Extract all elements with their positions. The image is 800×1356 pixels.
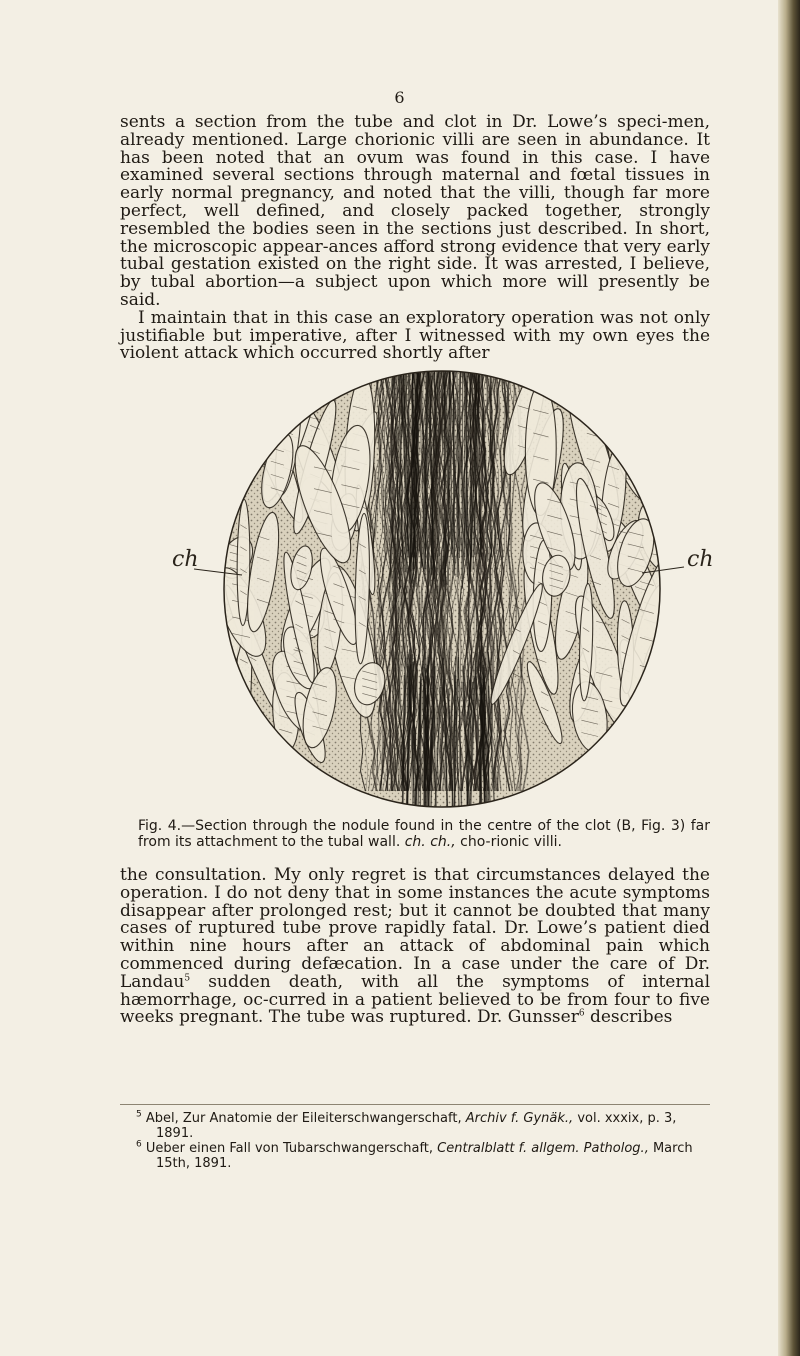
- caption-lead: Fig. 4.—Section through the nodule found in the centre of the clot (B, Fig. 3) far from its attachment to the tubal wall.: [138, 818, 710, 850]
- body-text-lower: [120, 867, 710, 1027]
- caption-text: [120, 819, 710, 850]
- figure-label-left: ch: [172, 547, 199, 572]
- footnote-divider: [120, 1104, 710, 1105]
- body-text-upper: [120, 114, 710, 363]
- footnote: [120, 1111, 710, 1141]
- footnote-text: Abel, Zur Anatomie der Eileiterschwangerschaft,: [145, 1111, 462, 1126]
- footnote-mark: 5: [136, 1109, 142, 1120]
- figure-caption: [120, 819, 710, 850]
- footnote-journal: Centralblatt f. allgem. Patholog.,: [437, 1141, 649, 1156]
- section-engraving: [172, 369, 712, 809]
- paragraph: [120, 867, 710, 1027]
- figure-label-right: ch: [687, 547, 714, 572]
- paragraph-part: the consultation. My only regret is that circumstances delayed the operation. I do not deny that in some instances the acute symptoms disappear after prolonged rest; but it cannot be doubted that many cases of ruptured tube prove rapidly fatal. Dr. Lowe’s patient died within nine hours after an attack of abdominal pain which commenced during defæcation. In a case under the care of Dr. Landau: [120, 865, 710, 992]
- footnote-mark: 6: [136, 1139, 142, 1150]
- book-spine-shadow: [778, 0, 800, 1356]
- caption-abbreviation: ch. ch.,: [404, 833, 456, 850]
- footnote-ref: 5: [184, 973, 191, 984]
- footnote-text: Ueber einen Fall von Tubarschwangerschaft,: [145, 1141, 434, 1156]
- microscopic-section-figure: [172, 369, 712, 809]
- footnote-journal: Archiv f. Gynäk.,: [465, 1111, 574, 1126]
- paragraph-part: describes: [589, 1007, 673, 1028]
- footnote-rest: vol. xxxix, p. 3, 1891.: [156, 1111, 677, 1141]
- footnote-ref: 6: [578, 1008, 585, 1019]
- footnote-rest: March 15th, 1891.: [156, 1141, 693, 1171]
- footnote: [120, 1141, 710, 1171]
- paragraph: I maintain that in this case an exploratory operation was not only justifiable but imperative, after I witnessed with my own eyes the violent attack which occurred shortly after: [120, 307, 710, 364]
- footnotes: [120, 1111, 710, 1171]
- page-number: 6: [394, 88, 406, 107]
- caption-rest: cho-rionic villi.: [460, 833, 563, 850]
- paragraph: sents a section from the tube and clot in Dr. Lowe’s speci-men, already mentioned. Large chorionic villi are seen in abundance. It has been noted that an ovum was found in this case. I have examined several sections through maternal and fœtal tissues in early normal pregnancy, and noted that the villi, though far more perfect, well defined, and closely packed together, strongly resembled the bodies seen in the sections just described. In short, the microscopic appear-ances afford strong evidence that very early tubal gestation existed on the right side. It was arrested, I believe, by tubal abortion—a subject upon which more will presently be said.: [120, 112, 710, 310]
- paragraph-part: sudden death, with all the symptoms of internal hæmorrhage, oc-curred in a patient believed to be from four to five weeks pregnant. The tube was ruptured. Dr. Gunsser: [120, 971, 710, 1028]
